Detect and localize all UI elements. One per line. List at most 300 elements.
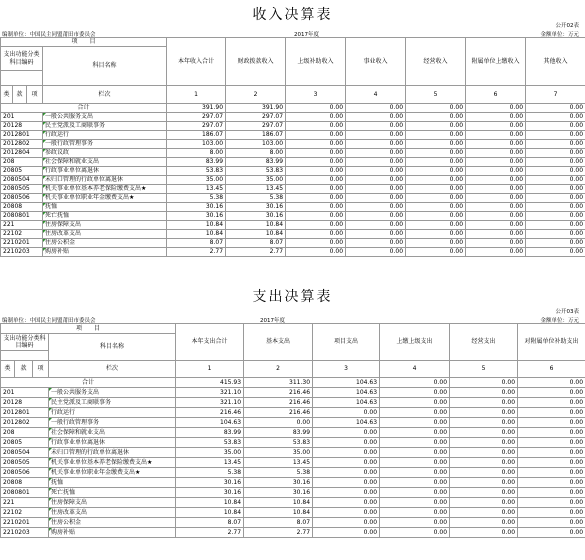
subject-code: 2210201 <box>1 239 43 248</box>
amount-cell: 0.00 <box>466 194 526 203</box>
table-row <box>1 140 585 149</box>
expense-col-num: 3 <box>313 361 380 378</box>
amount-cell: 0.00 <box>518 428 585 438</box>
income-col-head: 其他收入 <box>526 38 585 86</box>
table-row <box>1 468 585 478</box>
amount-cell: 104.63 <box>176 418 244 428</box>
amount-cell: 10.84 <box>226 221 286 230</box>
amount-cell: 0.00 <box>406 239 466 248</box>
amount-cell: 0.00 <box>450 478 518 488</box>
amount-cell: 8.07 <box>167 239 226 248</box>
table-row <box>1 488 585 498</box>
amount-cell: 0.00 <box>380 428 450 438</box>
subject-name: 参政议政 <box>43 149 167 158</box>
table-row <box>1 122 585 131</box>
expense-col-num: 4 <box>380 361 450 378</box>
amount-cell: 0.00 <box>406 185 466 194</box>
amount-cell: 0.00 <box>526 185 585 194</box>
subject-name: 一般行政管理事务 <box>43 140 167 149</box>
amount-cell: 0.00 <box>526 140 585 149</box>
amount-cell: 0.00 <box>518 398 585 408</box>
amount-cell: 0.00 <box>406 248 466 257</box>
amount-cell: 0.00 <box>466 140 526 149</box>
amount-cell: 103.00 <box>226 140 286 149</box>
amount-cell: 35.00 <box>226 176 286 185</box>
amount-cell: 35.00 <box>244 448 313 458</box>
income-money-unit: 金额单位：万元 <box>540 32 579 38</box>
subject-code: 2012802 <box>1 140 43 149</box>
amount-cell: 0.00 <box>346 113 406 122</box>
amount-cell: 0.00 <box>346 158 406 167</box>
amount-cell: 0.00 <box>450 518 518 528</box>
expense-lanci: 栏次 <box>49 361 176 378</box>
table-row <box>1 212 585 221</box>
amount-cell: 216.46 <box>176 408 244 418</box>
expense-col-head: 上缴上级支出 <box>380 324 450 361</box>
table-row <box>1 518 585 528</box>
amount-cell: 297.07 <box>167 122 226 131</box>
subject-code: 208 <box>1 158 43 167</box>
amount-cell: 0.00 <box>346 239 406 248</box>
subject-code: 22102 <box>1 508 49 518</box>
amount-cell: 0.00 <box>450 488 518 498</box>
income-col-head: 事业收入 <box>346 38 406 86</box>
subject-code: 221 <box>1 498 49 508</box>
expense-col-num: 2 <box>244 361 313 378</box>
table-row <box>1 239 585 248</box>
amount-cell: 0.00 <box>466 239 526 248</box>
amount-cell: 0.00 <box>526 248 585 257</box>
subject-name: 机关事业单位职业年金缴费支出★ <box>49 468 176 478</box>
expense-col-head: 经营支出 <box>450 324 518 361</box>
amount-cell: 0.00 <box>286 176 346 185</box>
expense-form-no: 公开03表 <box>555 309 579 315</box>
amount-cell: 0.00 <box>380 458 450 468</box>
subject-name: 民主党派及工商联事务 <box>49 398 176 408</box>
subject-code: 2080504 <box>1 176 43 185</box>
amount-cell: 0.00 <box>406 203 466 212</box>
amount-cell: 0.00 <box>286 239 346 248</box>
amount-cell: 30.16 <box>244 478 313 488</box>
amount-cell: 0.00 <box>346 149 406 158</box>
amount-cell: 216.46 <box>244 388 313 398</box>
table-row <box>1 408 585 418</box>
amount-cell: 0.00 <box>346 122 406 131</box>
amount-cell: 30.16 <box>167 212 226 221</box>
amount-cell: 0.00 <box>346 185 406 194</box>
subject-code: 2012804 <box>1 149 43 158</box>
amount-cell: 0.00 <box>466 149 526 158</box>
amount-cell: 0.00 <box>286 140 346 149</box>
amount-cell: 0.00 <box>518 438 585 448</box>
subject-name: 住房公积金 <box>49 518 176 528</box>
amount-cell: 83.99 <box>244 428 313 438</box>
amount-cell: 0.00 <box>286 131 346 140</box>
subject-code: 2080505 <box>1 185 43 194</box>
amount-cell: 0.00 <box>466 203 526 212</box>
amount-cell: 10.84 <box>176 498 244 508</box>
amount-cell: 0.00 <box>286 194 346 203</box>
income-total-cell: 0.00 <box>346 104 406 113</box>
amount-cell: 83.99 <box>226 158 286 167</box>
amount-cell: 186.07 <box>167 131 226 140</box>
amount-cell: 13.45 <box>244 458 313 468</box>
amount-cell: 0.00 <box>286 167 346 176</box>
expense-total-cell: 415.93 <box>176 378 244 388</box>
income-total-row <box>1 104 585 113</box>
table-row <box>1 149 585 158</box>
table-row <box>1 498 585 508</box>
amount-cell: 0.00 <box>450 508 518 518</box>
amount-cell: 0.00 <box>286 248 346 257</box>
amount-cell: 0.00 <box>380 388 450 398</box>
income-total-cell: 0.00 <box>406 104 466 113</box>
amount-cell: 0.00 <box>450 448 518 458</box>
income-unit-label: 编制单位：中国民主同盟莆田市委员会 <box>2 32 96 38</box>
subject-name: 死亡抚恤 <box>43 212 167 221</box>
amount-cell: 0.00 <box>346 131 406 140</box>
expense-col-head: 项目支出 <box>313 324 380 361</box>
amount-cell: 8.00 <box>167 149 226 158</box>
subject-name: 社会保障和就业支出 <box>49 428 176 438</box>
subject-code: 20808 <box>1 478 49 488</box>
amount-cell: 35.00 <box>176 448 244 458</box>
amount-cell: 0.00 <box>286 122 346 131</box>
amount-cell: 10.84 <box>167 230 226 239</box>
amount-cell: 0.00 <box>526 212 585 221</box>
amount-cell: 0.00 <box>346 194 406 203</box>
amount-cell: 0.00 <box>526 176 585 185</box>
subject-code: 221 <box>1 221 43 230</box>
table-row <box>1 185 585 194</box>
amount-cell: 0.00 <box>466 113 526 122</box>
amount-cell: 0.00 <box>313 428 380 438</box>
amount-cell: 0.00 <box>526 194 585 203</box>
amount-cell: 5.38 <box>167 194 226 203</box>
amount-cell: 13.45 <box>167 185 226 194</box>
amount-cell: 0.00 <box>286 149 346 158</box>
amount-cell: 0.00 <box>518 388 585 398</box>
amount-cell: 0.00 <box>518 528 585 538</box>
amount-cell: 0.00 <box>406 221 466 230</box>
amount-cell: 53.83 <box>244 438 313 448</box>
table-row <box>1 194 585 203</box>
table-row <box>1 113 585 122</box>
table-row <box>1 398 585 408</box>
amount-cell: 0.00 <box>406 140 466 149</box>
amount-cell: 30.16 <box>176 488 244 498</box>
amount-cell: 0.00 <box>313 498 380 508</box>
amount-cell: 0.00 <box>450 528 518 538</box>
subject-code: 20805 <box>1 438 49 448</box>
amount-cell: 2.77 <box>176 528 244 538</box>
subject-name: 抚恤 <box>43 203 167 212</box>
amount-cell: 0.00 <box>466 212 526 221</box>
amount-cell: 0.00 <box>518 458 585 468</box>
expense-header-item: 项 目 <box>1 324 176 334</box>
subject-code: 20805 <box>1 167 43 176</box>
income-sheet <box>0 0 585 274</box>
amount-cell: 0.00 <box>346 221 406 230</box>
amount-cell: 53.83 <box>167 167 226 176</box>
amount-cell: 0.00 <box>313 528 380 538</box>
subject-code: 2012801 <box>1 408 49 418</box>
amount-cell: 0.00 <box>313 408 380 418</box>
subject-name: 一般公共服务支出 <box>43 113 167 122</box>
amount-cell: 104.63 <box>313 398 380 408</box>
amount-cell: 0.00 <box>346 176 406 185</box>
table-row <box>1 448 585 458</box>
amount-cell: 0.00 <box>450 408 518 418</box>
amount-cell: 30.16 <box>176 478 244 488</box>
subject-name: 一般公共服务支出 <box>49 388 176 398</box>
income-title: 收入决算表 <box>252 7 333 23</box>
table-row <box>1 428 585 438</box>
income-col-head: 财政拨款收入 <box>226 38 286 86</box>
amount-cell: 0.00 <box>380 488 450 498</box>
subject-code: 2080801 <box>1 212 43 221</box>
table-row <box>1 508 585 518</box>
amount-cell: 0.00 <box>526 230 585 239</box>
table-row <box>1 221 585 230</box>
amount-cell: 0.00 <box>380 498 450 508</box>
amount-cell: 0.00 <box>466 230 526 239</box>
income-header-class: 支出功能分类科目编码 <box>1 47 43 71</box>
expense-col-head: 本年支出合计 <box>176 324 244 361</box>
income-col-num: 4 <box>346 86 406 104</box>
subject-name: 行政事业单位离退休 <box>49 438 176 448</box>
income-total-cell: 0.00 <box>466 104 526 113</box>
amount-cell: 2.77 <box>226 248 286 257</box>
amount-cell: 186.07 <box>226 131 286 140</box>
amount-cell: 0.00 <box>466 122 526 131</box>
expense-sub-kind: 类 <box>1 361 15 378</box>
subject-code: 2210201 <box>1 518 49 528</box>
amount-cell: 0.00 <box>313 458 380 468</box>
amount-cell: 0.00 <box>450 468 518 478</box>
amount-cell: 0.00 <box>380 448 450 458</box>
amount-cell: 0.00 <box>518 408 585 418</box>
amount-cell: 0.00 <box>450 438 518 448</box>
amount-cell: 0.00 <box>518 498 585 508</box>
amount-cell: 30.16 <box>226 212 286 221</box>
expense-header-name: 科目名称 <box>49 334 176 361</box>
amount-cell: 2.77 <box>167 248 226 257</box>
amount-cell: 0.00 <box>380 418 450 428</box>
table-row <box>1 248 585 257</box>
amount-cell: 0.00 <box>450 428 518 438</box>
amount-cell: 0.00 <box>380 398 450 408</box>
expense-col-num: 1 <box>176 361 244 378</box>
table-row <box>1 388 585 398</box>
expense-sub-item: 项 <box>33 361 49 378</box>
expense-col-head: 基本支出 <box>244 324 313 361</box>
income-total-cell: 0.00 <box>286 104 346 113</box>
subject-code: 2080505 <box>1 458 49 468</box>
amount-cell: 0.00 <box>286 221 346 230</box>
amount-cell: 103.00 <box>167 140 226 149</box>
amount-cell: 0.00 <box>518 518 585 528</box>
amount-cell: 0.00 <box>286 203 346 212</box>
amount-cell: 0.00 <box>450 498 518 508</box>
amount-cell: 13.45 <box>176 458 244 468</box>
expense-year: 2017年度 <box>260 318 285 324</box>
amount-cell: 35.00 <box>167 176 226 185</box>
subject-code: 2012801 <box>1 131 43 140</box>
amount-cell: 53.83 <box>226 167 286 176</box>
income-col-head: 上级补助收入 <box>286 38 346 86</box>
amount-cell: 0.00 <box>406 149 466 158</box>
amount-cell: 10.84 <box>176 508 244 518</box>
amount-cell: 8.07 <box>244 518 313 528</box>
amount-cell: 0.00 <box>526 203 585 212</box>
amount-cell: 0.00 <box>346 212 406 221</box>
subject-name: 住房保障支出 <box>43 221 167 230</box>
amount-cell: 30.16 <box>226 203 286 212</box>
amount-cell: 0.00 <box>526 113 585 122</box>
expense-total-cell: 311.30 <box>244 378 313 388</box>
income-header-name: 科目名称 <box>43 47 167 86</box>
amount-cell: 0.00 <box>466 158 526 167</box>
table-row <box>1 230 585 239</box>
amount-cell: 0.00 <box>450 458 518 468</box>
amount-cell: 83.99 <box>167 158 226 167</box>
income-col-num: 1 <box>167 86 226 104</box>
subject-name: 行政运行 <box>43 131 167 140</box>
income-sub-section: 款 <box>13 86 27 104</box>
income-total-cell: 391.90 <box>167 104 226 113</box>
subject-name: 死亡抚恤 <box>49 488 176 498</box>
amount-cell: 0.00 <box>346 140 406 149</box>
amount-cell: 83.99 <box>176 428 244 438</box>
subject-code: 22102 <box>1 230 43 239</box>
amount-cell: 0.00 <box>346 203 406 212</box>
subject-code: 2210203 <box>1 248 43 257</box>
expense-title: 支出决算表 <box>252 289 333 305</box>
table-row <box>1 131 585 140</box>
amount-cell: 0.00 <box>466 131 526 140</box>
amount-cell: 0.00 <box>286 113 346 122</box>
amount-cell: 0.00 <box>526 131 585 140</box>
amount-cell: 0.00 <box>518 468 585 478</box>
amount-cell: 0.00 <box>346 167 406 176</box>
subject-code: 2080801 <box>1 488 49 498</box>
amount-cell: 0.00 <box>406 176 466 185</box>
income-total-cell: 391.90 <box>226 104 286 113</box>
amount-cell: 13.45 <box>226 185 286 194</box>
expense-header-class: 支出功能分类科目编码 <box>1 334 49 351</box>
income-col-num: 6 <box>466 86 526 104</box>
table-row <box>1 458 585 468</box>
expense-unit-label: 编制单位：中国民主同盟莆田市委员会 <box>2 318 96 324</box>
table-row <box>1 158 585 167</box>
amount-cell: 0.00 <box>466 248 526 257</box>
amount-cell: 5.38 <box>244 468 313 478</box>
income-form-no: 公开02表 <box>555 23 579 29</box>
amount-cell: 0.00 <box>526 122 585 131</box>
amount-cell: 0.00 <box>346 248 406 257</box>
expense-money-unit: 金额单位：万元 <box>540 318 579 324</box>
expense-total-label: 合计 <box>1 378 176 388</box>
expense-total-cell: 0.00 <box>450 378 518 388</box>
expense-col-num: 5 <box>450 361 518 378</box>
amount-cell: 0.00 <box>313 448 380 458</box>
amount-cell: 8.00 <box>226 149 286 158</box>
amount-cell: 0.00 <box>518 418 585 428</box>
expense-total-cell: 0.00 <box>380 378 450 388</box>
amount-cell: 0.00 <box>526 221 585 230</box>
subject-name: 购房补贴 <box>49 528 176 538</box>
sheet-separator <box>0 274 585 283</box>
income-col-num: 7 <box>526 86 585 104</box>
amount-cell: 30.16 <box>244 488 313 498</box>
amount-cell: 0.00 <box>313 468 380 478</box>
amount-cell: 0.00 <box>526 158 585 167</box>
amount-cell: 104.63 <box>313 418 380 428</box>
income-col-head: 附属单位上缴收入 <box>466 38 526 86</box>
subject-code: 20128 <box>1 398 49 408</box>
subject-name: 民主党派及工商联事务 <box>43 122 167 131</box>
income-total-cell: 0.00 <box>526 104 585 113</box>
amount-cell: 0.00 <box>380 438 450 448</box>
amount-cell: 0.00 <box>466 176 526 185</box>
amount-cell: 0.00 <box>380 508 450 518</box>
amount-cell: 2.77 <box>244 528 313 538</box>
amount-cell: 0.00 <box>406 212 466 221</box>
amount-cell: 0.00 <box>406 131 466 140</box>
amount-cell: 216.46 <box>244 398 313 408</box>
amount-cell: 0.00 <box>406 167 466 176</box>
subject-code: 201 <box>1 388 49 398</box>
amount-cell: 0.00 <box>526 149 585 158</box>
subject-code: 2080506 <box>1 468 49 478</box>
subject-name: 住房公积金 <box>43 239 167 248</box>
amount-cell: 0.00 <box>518 478 585 488</box>
amount-cell: 0.00 <box>518 488 585 498</box>
amount-cell: 321.10 <box>176 398 244 408</box>
income-col-num: 5 <box>406 86 466 104</box>
table-row <box>1 167 585 176</box>
income-lanci: 栏次 <box>43 86 167 104</box>
subject-name: 未归口管理的行政单位离退休 <box>49 448 176 458</box>
amount-cell: 0.00 <box>244 418 313 428</box>
amount-cell: 0.00 <box>346 230 406 239</box>
amount-cell: 0.00 <box>450 398 518 408</box>
subject-code: 2012802 <box>1 418 49 428</box>
amount-cell: 0.00 <box>450 388 518 398</box>
amount-cell: 321.10 <box>176 388 244 398</box>
expense-total-cell: 104.63 <box>313 378 380 388</box>
income-sub-item: 项 <box>27 86 43 104</box>
expense-col-head: 对附属单位补助支出 <box>518 324 585 361</box>
amount-cell: 5.38 <box>176 468 244 478</box>
amount-cell: 104.63 <box>313 388 380 398</box>
amount-cell: 0.00 <box>286 158 346 167</box>
amount-cell: 10.84 <box>167 221 226 230</box>
income-sub-kind: 类 <box>1 86 13 104</box>
amount-cell: 297.07 <box>226 122 286 131</box>
income-header-item: 项 目 <box>1 38 167 47</box>
table-row <box>1 203 585 212</box>
amount-cell: 10.84 <box>226 230 286 239</box>
amount-cell: 10.84 <box>244 498 313 508</box>
amount-cell: 30.16 <box>167 203 226 212</box>
amount-cell: 0.00 <box>313 478 380 488</box>
subject-name: 住房改革支出 <box>49 508 176 518</box>
subject-name: 购房补贴 <box>43 248 167 257</box>
amount-cell: 0.00 <box>518 508 585 518</box>
amount-cell: 8.07 <box>226 239 286 248</box>
